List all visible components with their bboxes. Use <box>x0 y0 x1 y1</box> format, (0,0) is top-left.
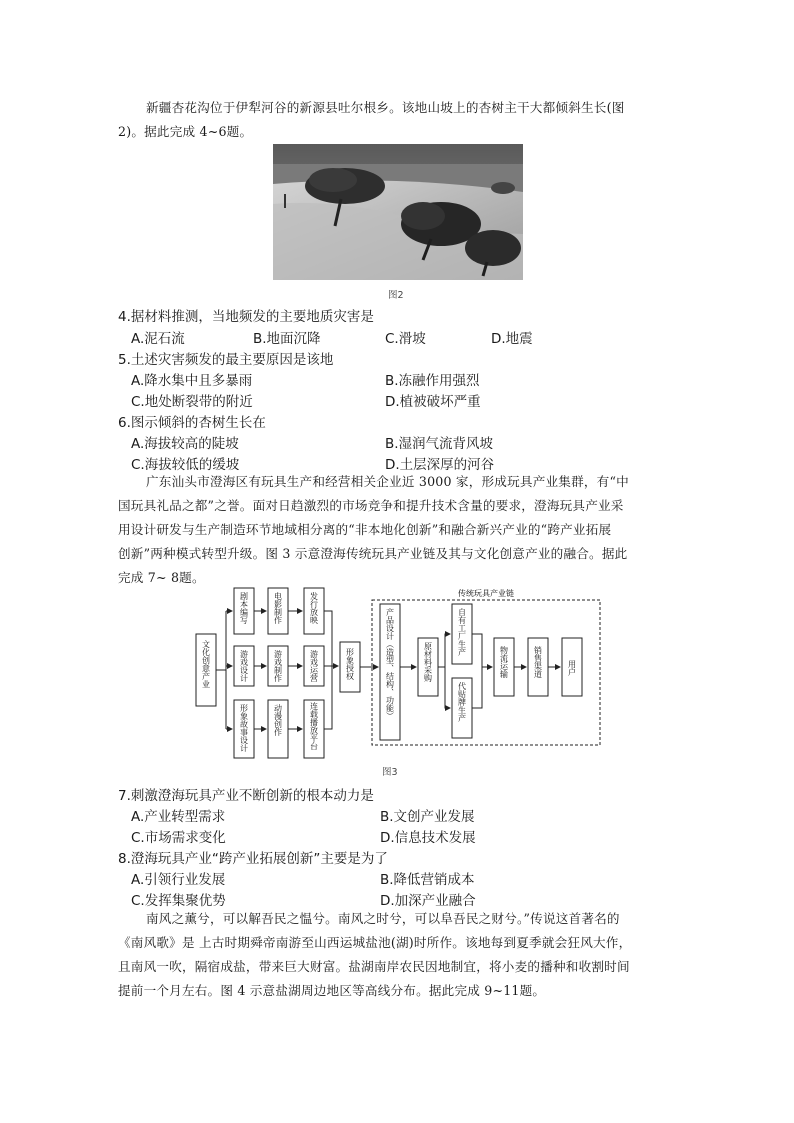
q7-option-d: D.信息技术发展 <box>380 830 476 846</box>
node-animation: 动漫创作 <box>273 704 283 736</box>
q7-stem: 7.刺激澄海玩具产业不断创新的根本动力是 <box>118 788 374 804</box>
q6-option-c: C.海拔较低的缓坡 <box>131 457 240 473</box>
node-game-ops: 游戏运营 <box>309 650 319 682</box>
q7-option-a: A.产业转型需求 <box>131 809 226 825</box>
node-game-production: 游戏制作 <box>273 650 283 682</box>
node-user: 用户 <box>567 660 577 676</box>
q8-option-c: C.发挥集聚优势 <box>131 893 226 909</box>
figure3-caption: 图3 <box>382 767 398 778</box>
chain-title: 传统玩具产业链 <box>458 589 514 598</box>
q4-stem: 4.据材料推测，当地频发的主要地质灾害是 <box>118 309 374 325</box>
figure2-caption: 图2 <box>388 290 404 301</box>
intro1-line1: 新疆杏花沟位于伊犁河谷的新源县吐尔根乡。该地山坡上的杏树主干大都倾斜生长(图 <box>146 100 625 115</box>
q7-option-b: B.文创产业发展 <box>380 809 475 825</box>
q7-option-c: C.市场需求变化 <box>131 830 226 846</box>
intro3-line3: 且南风一吹，隔宿成盐，带来巨大财富。盐湖南岸农民因地制宜，将小麦的播种和收割时间 <box>118 959 630 974</box>
node-game-design: 游戏设计 <box>239 650 249 682</box>
q6-option-a: A.海拔较高的陡坡 <box>131 436 239 452</box>
q6-option-b: B.湿润气流背风坡 <box>385 436 494 452</box>
q5-option-b: B.冻融作用强烈 <box>385 373 480 389</box>
intro2-line1: 广东汕头市澄海区有玩具生产和经营相关企业近 3000 家，形成玩具产业集群，有“中 <box>146 474 629 489</box>
node-product-design: 产品设计（造型、结构、功能） <box>385 608 395 720</box>
q8-option-b: B.降低营销成本 <box>380 872 475 888</box>
q6-option-d: D.土层深厚的河谷 <box>385 457 495 473</box>
q8-option-d: D.加深产业融合 <box>380 893 476 909</box>
node-script: 剧本编写 <box>239 592 249 624</box>
node-own-factory: 自有工厂生产 <box>457 608 467 656</box>
node-oem: 代贴牌生产 <box>457 682 467 722</box>
q5-option-c: C.地处断裂带的附近 <box>131 394 253 410</box>
node-root: 文化创意产业 <box>201 640 211 688</box>
node-sales: 销售渠道 <box>533 646 543 678</box>
node-distribution: 发行放映 <box>309 592 319 624</box>
q8-stem: 8.澄海玩具产业“跨产业拓展创新”主要是为了 <box>118 851 388 867</box>
node-logistics: 物流运输 <box>499 646 509 678</box>
node-materials: 原材料采购 <box>423 642 433 682</box>
intro3-line2: 《南风歌》是 上古时期舜帝南游至山西运城盐池(湖)时所作。该地每到夏季就会狂风大作， <box>118 935 632 950</box>
q4-option-c: C.滑坡 <box>385 331 426 347</box>
node-image-story: 形象故事设计 <box>239 704 249 752</box>
intro2-line5: 完成 7~ 8题。 <box>118 570 205 585</box>
q5-option-a: A.降水集中且多暴雨 <box>131 373 253 389</box>
intro2-line3: 用设计研发与生产制造环节地域相分离的“非本地化创新”和融合新兴产业的“跨产业拓展 <box>118 522 612 537</box>
intro3-line4: 提前一个月左右。图 4 示意盐湖周边地区等高线分布。据此完成 9~11题。 <box>118 983 546 998</box>
intro2-line2: 国玩具礼品之都”之誉。面对日趋激烈的市场竞争和提升技术含量的要求，澄海玩具产业采 <box>118 498 624 513</box>
figure3-diagram <box>190 582 610 762</box>
figure2-photo <box>273 144 523 280</box>
intro2-line4: 创新”两种模式转型升级。图 3 示意澄海传统玩具产业链及其与文化创意产业的融合。据此 <box>118 546 628 561</box>
q4-option-d: D.地震 <box>491 331 533 347</box>
chain-container <box>372 600 600 745</box>
q4-option-a: A.泥石流 <box>131 331 185 347</box>
q5-option-d: D.植被破坏严重 <box>385 394 481 410</box>
intro1-line2: 2)。据此完成 4~6题。 <box>118 124 253 139</box>
node-license: 形象授权 <box>345 648 355 680</box>
q5-stem: 5.土述灾害频发的最主要原因是该地 <box>118 352 334 368</box>
intro3-line1: 南风之薰兮，可以解吾民之愠兮。南风之时兮，可以阜吾民之财兮。”传说这首著名的 <box>146 911 620 926</box>
q4-option-b: B.地面沉降 <box>253 331 321 347</box>
q8-option-a: A.引领行业发展 <box>131 872 226 888</box>
node-film-production: 电影制作 <box>273 592 283 624</box>
node-broadcast: 连载播放平台 <box>309 702 319 750</box>
q6-stem: 6.图示倾斜的杏树生长在 <box>118 415 266 431</box>
